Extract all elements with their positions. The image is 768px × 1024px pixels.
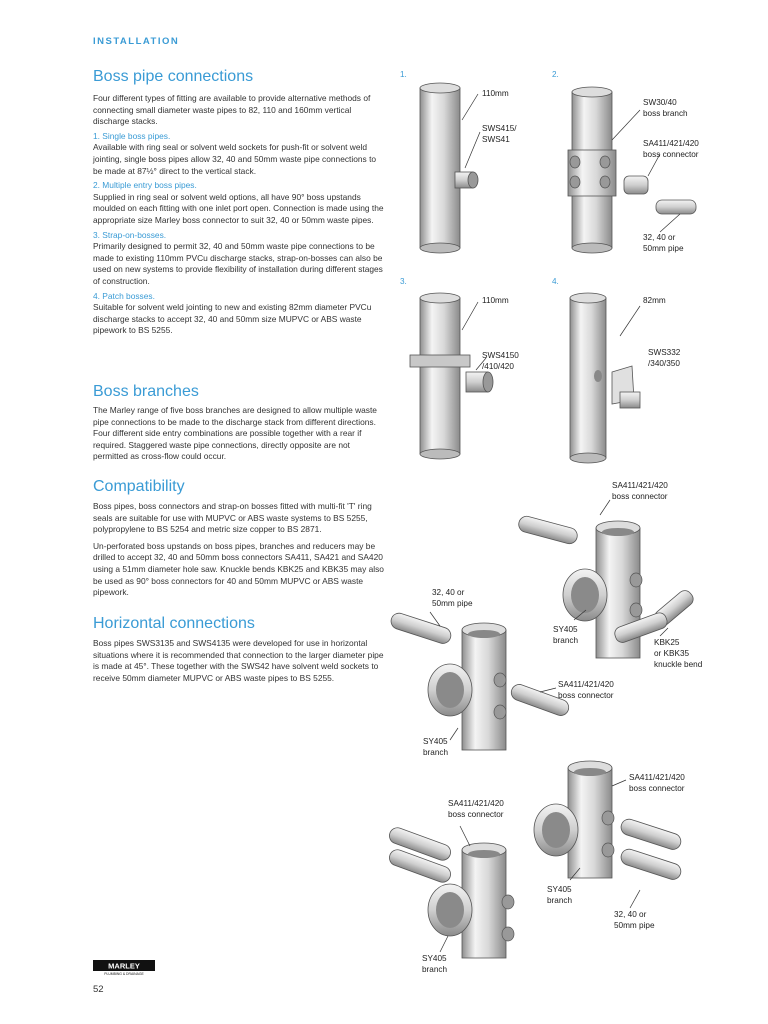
figure-label: /340/350 xyxy=(648,359,680,368)
figure-label: knuckle bend xyxy=(654,660,703,669)
figure-label: boss branch xyxy=(643,109,688,118)
svg-text:PLUMBING & DRAINAGE: PLUMBING & DRAINAGE xyxy=(104,972,144,976)
figure-label: SY405 xyxy=(422,954,447,963)
figure-label: 32, 40 or xyxy=(614,910,647,919)
figure-label: 50mm pipe xyxy=(432,599,473,608)
figure-label: 110mm xyxy=(482,89,509,98)
figure-label: /410/420 xyxy=(482,362,514,371)
figure-label: boss connector xyxy=(448,810,504,819)
paragraph: The Marley range of five boss branches are designed to allow multiple waste pipe connections to be made to the discharge stack from different directions. Four different side entry combinations are possible together with a rear if required. Staggered waste pipe connections, directly opposite are not permitted as cross-flow could occur. xyxy=(93,405,377,462)
figure-label: SA411/421/420 xyxy=(643,139,699,148)
figure-label: KBK25 xyxy=(654,638,680,647)
figure-label: 82mm xyxy=(643,296,666,305)
section-heading: Horizontal connections xyxy=(93,615,255,632)
page-number: 52 xyxy=(93,984,104,995)
figure-label: SY405 xyxy=(553,625,578,634)
marley-logo xyxy=(93,960,155,976)
figure-label: branch xyxy=(422,965,448,974)
paragraph: Boss pipes, boss connectors and strap-on bosses fitted with multi-fit 'T' ring seals are suitable for use with MUPVC or ABS waste systems to BS 5255, polypropylene to BS 5254 and metric size copper to BS 2871. xyxy=(93,501,372,535)
figure-label: SY405 xyxy=(423,737,448,746)
subheading: 2. Multiple entry boss pipes. xyxy=(93,180,197,191)
figure-label: SA411/421/420 xyxy=(448,799,504,808)
paragraph: Primarily designed to permit 32, 40 and 50mm waste pipe connections to be made to existing 110mm PVCu discharge stacks, strap-on-bosses can also be used on new systems to provide flexibility of installation during different stages of construction. xyxy=(93,241,383,286)
paragraph: Boss pipes SWS3135 and SWS4135 were developed for use in horizontal situations where it is recommended that connection to the larger diameter pipe is made at 45°. These together with the SWS42 have solvent weld sockets to receive 50mm diameter MUPVC or ABS waste pipes to BS 5255. xyxy=(93,638,384,683)
section-tag: INSTALLATION xyxy=(93,36,180,47)
patch-boss-figure xyxy=(570,293,640,463)
figure-label: SWS332 xyxy=(648,348,681,357)
subheading: 4. Patch bosses. xyxy=(93,290,155,301)
figure-label: SA411/421/420 xyxy=(558,680,614,689)
figure-label: SY405 xyxy=(547,885,572,894)
paragraph: Suitable for solvent weld jointing to new and existing 82mm diameter PVCu discharge stacks to accept 32, 40 and 50mm size MUPVC or ABS waste pipework to BS 5255. xyxy=(93,302,372,336)
figure-label: boss connector xyxy=(612,492,668,501)
figure-label: 50mm pipe xyxy=(614,921,655,930)
paragraph: Four different types of fitting are available to provide alternative methods of connecting small diameter waste pipes to 82, 110 and 160mm vertical discharge stacks. xyxy=(93,93,371,127)
figure-label: 110mm xyxy=(482,296,509,305)
paragraph: Un-perforated boss upstands on boss pipes, branches and reducers may be drilled to accept 32, 40 and 50mm boss connectors SA411, SA421 and SA420 using a 51mm diameter hole saw. Knuckle bends KBK25 and KBK35 may also be used as 90° boss connectors for 40 and 50mm MUPVC or ABS waste pipework. xyxy=(93,540,384,598)
figure-number: 1. xyxy=(400,70,407,79)
figure-label: SA411/421/420 xyxy=(629,773,685,782)
subheading: 3. Strap-on-bosses. xyxy=(93,229,167,240)
figure-label: or KBK35 xyxy=(654,649,690,658)
section-heading: Boss branches xyxy=(93,383,199,400)
subheading: 1. Single boss pipes. xyxy=(93,130,171,141)
figure-label: boss connector xyxy=(558,691,614,700)
figure-label: 32, 40 or xyxy=(432,588,465,597)
branch-assembly-figure xyxy=(389,500,696,750)
strap-on-boss-figure xyxy=(410,293,493,459)
figure-label: boss connector xyxy=(643,150,699,159)
paragraph: Available with ring seal or solvent weld sockets for push-fit or solvent weld jointing, single boss pipes allow 32, 40 and 50mm waste pipe connections to be made at 87½° direct to the vertical stack. xyxy=(93,142,377,176)
figure-label: branch xyxy=(423,748,449,757)
paragraph: Supplied in ring seal or solvent weld options, all have 90° boss upstands moulded on each fitting with one inlet port open. Connection is made using the appropriate size Marley boss connector to suit 32, 40 or 50mm waste pipes. xyxy=(93,191,384,225)
figure-label: SW30/40 xyxy=(643,98,677,107)
figure-label: boss connector xyxy=(629,784,685,793)
figure-label: 32, 40 or xyxy=(643,233,676,242)
figure-number: 2. xyxy=(552,70,559,79)
figure-label: 50mm pipe xyxy=(643,244,684,253)
section-heading: Boss pipe connections xyxy=(93,68,254,85)
single-boss-pipe-figure xyxy=(420,83,480,253)
figure-number: 4. xyxy=(552,277,559,286)
figure-label: SA411/421/420 xyxy=(612,481,668,490)
figure-number: 3. xyxy=(400,277,407,286)
figure-label: branch xyxy=(547,896,573,905)
figure-label: SWS41 xyxy=(482,135,510,144)
section-heading: Compatibility xyxy=(93,478,185,495)
figure-label: SWS415/ xyxy=(482,124,517,133)
figure-label: SWS4150 xyxy=(482,351,519,360)
figure-label: branch xyxy=(553,636,579,645)
svg-text:MARLEY: MARLEY xyxy=(108,961,140,971)
